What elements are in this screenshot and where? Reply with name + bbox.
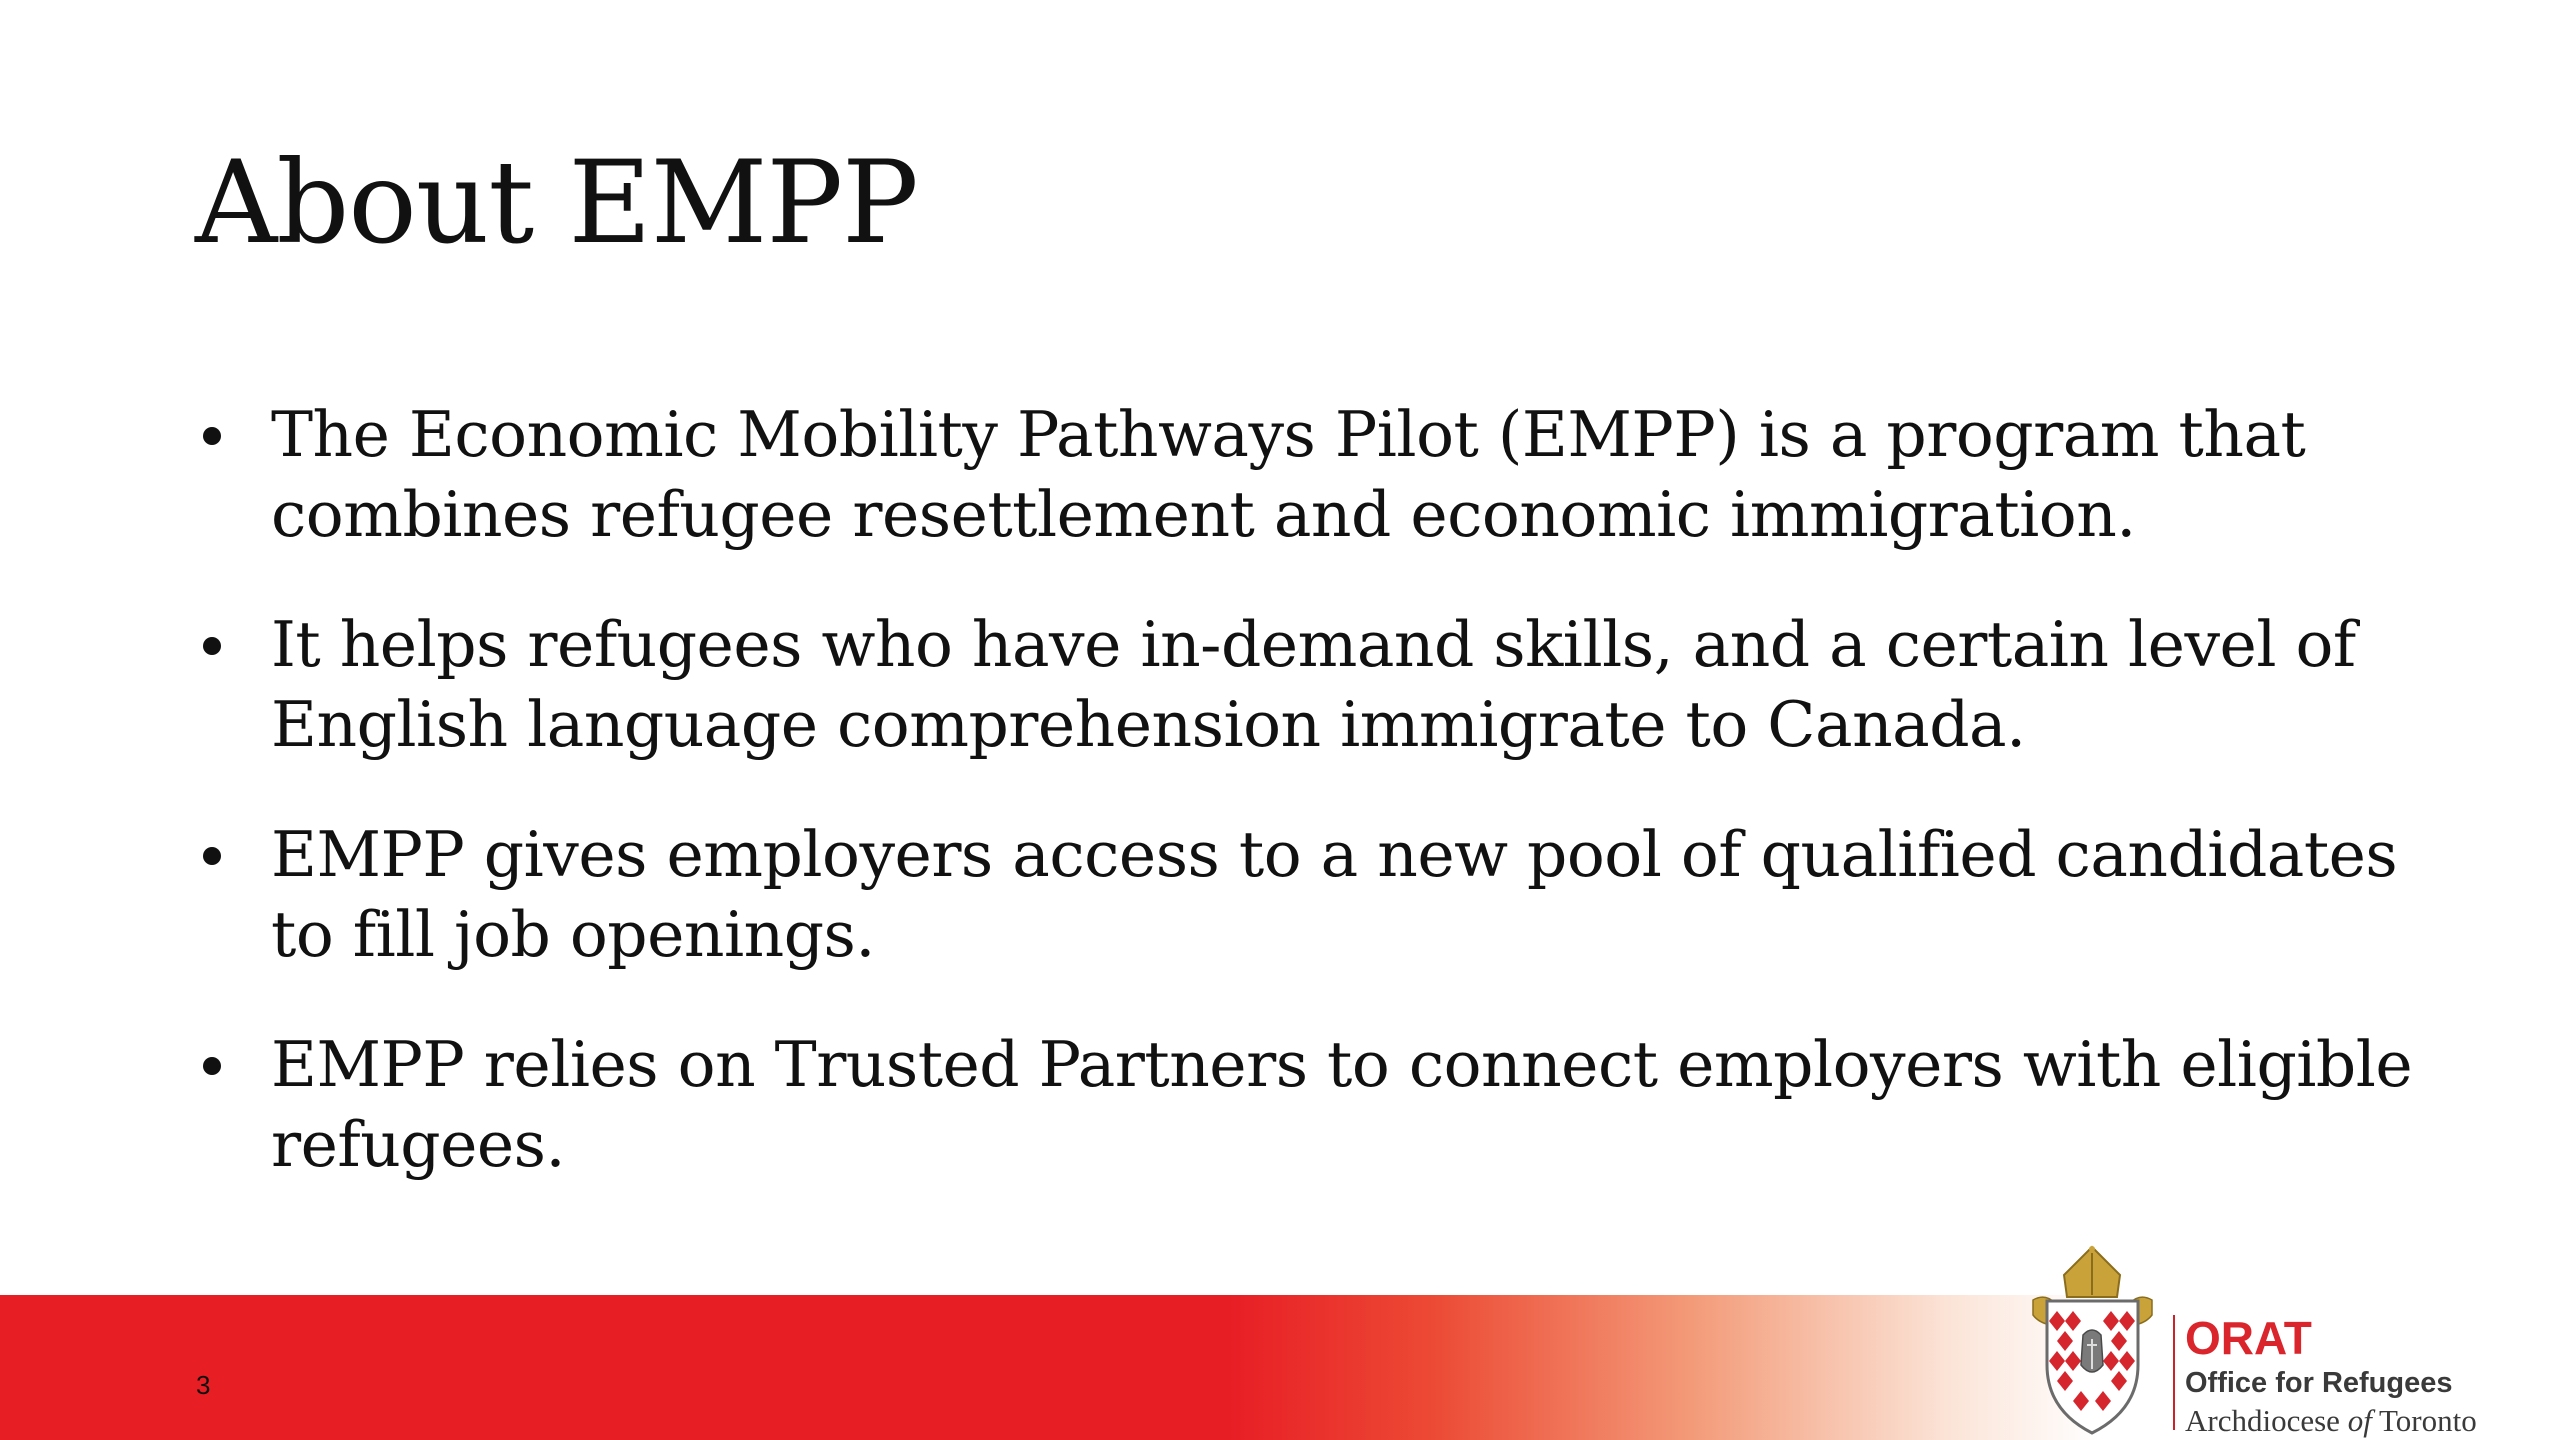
logo-archdiocese-name (2185, 1405, 2477, 1436)
bullet-text: EMPP gives employers access to a new pool of qualified candidates to fill job openings. (271, 818, 2398, 971)
bullet-text: EMPP relies on Trusted Partners to connect employers with eligible refugees. (271, 1028, 2413, 1181)
bullet-item (195, 605, 2455, 765)
bullet-item (195, 1025, 2455, 1185)
logo-line2-after: Toronto (2371, 1403, 2477, 1438)
bullet-text: The Economic Mobility Pathways Pilot (EMPP) is a program that combines refugee resettlement and economic immigration. (271, 398, 2306, 551)
logo-acronym: ORAT (2185, 1312, 2312, 1364)
slide-title: About EMPP (195, 136, 918, 269)
logo-office-name: Office for Refugees (2185, 1367, 2453, 1399)
logo-divider (2173, 1315, 2175, 1430)
bullet-dot-icon (203, 427, 221, 445)
bullet-item (195, 815, 2455, 975)
page-number: 3 (196, 1370, 211, 1400)
bullet-list (195, 395, 2455, 1235)
bullet-text: It helps refugees who have in-demand skills, and a certain level of English language comprehension immigrate to Canada. (271, 608, 2356, 761)
bullet-dot-icon (203, 637, 221, 655)
bullet-dot-icon (203, 1057, 221, 1075)
logo-line2-italic: of (2347, 1403, 2372, 1438)
logo-line2-before: Archdiocese (2185, 1403, 2348, 1438)
bullet-item (195, 395, 2455, 555)
archdiocese-crest-icon (2025, 1245, 2160, 1435)
orat-logo (2025, 1245, 2535, 1438)
bullet-dot-icon (203, 847, 221, 865)
